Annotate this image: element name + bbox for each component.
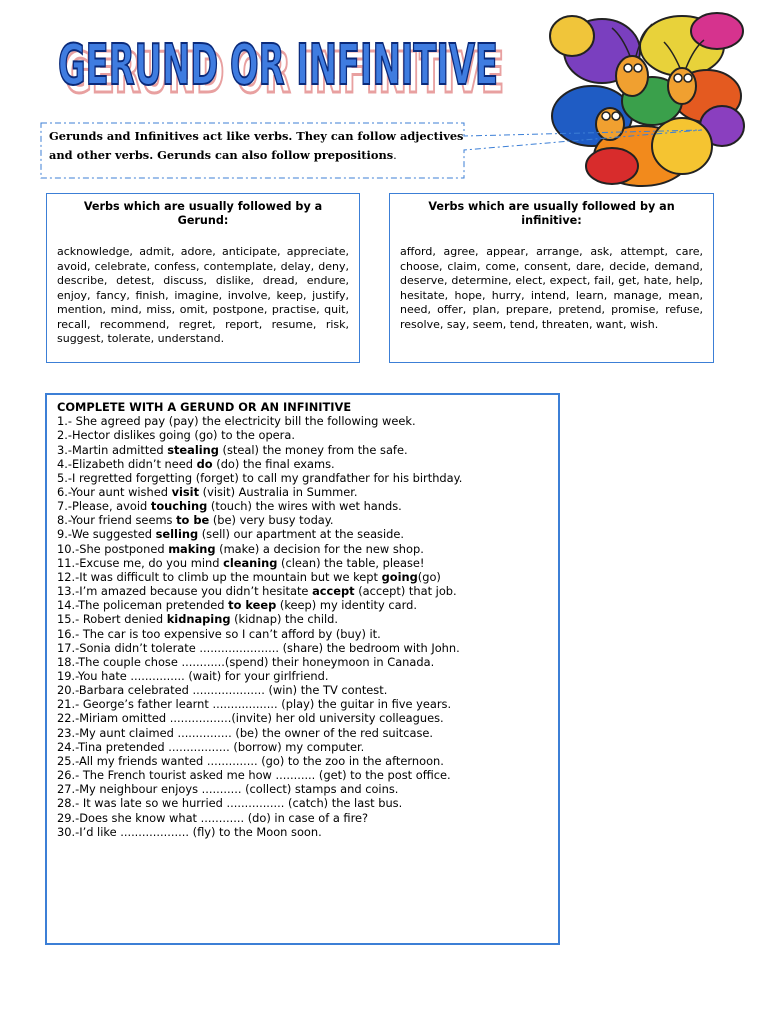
exercise-item-text-end: (be) very busy today.: [209, 513, 334, 528]
exercise-item-text: 6.-Your aunt wished: [57, 484, 172, 499]
exercise-item-answer: to be: [176, 513, 210, 528]
intro-text: [49, 127, 467, 165]
exercise-item: [57, 499, 548, 513]
exercise-item: [57, 655, 548, 669]
exercise-item: [57, 471, 548, 485]
exercise-item: [57, 711, 548, 725]
exercise-item-text: 30.-I’d like ................... (fly) to the Moon soon.: [57, 824, 322, 839]
intro-text-main: Gerunds and Infinitives act like verbs. They can follow adjectives and other verbs. Gerunds can also follow prepositions: [49, 129, 464, 162]
exercise-item-answer: stealing: [167, 442, 219, 457]
exercise-item-text: 9.-We suggested: [57, 527, 156, 542]
exercise-item: [57, 796, 548, 810]
intro-callout: [40, 122, 465, 176]
exercise-item-text: 12.-It was difficult to climb up the mountain but we kept: [57, 569, 382, 584]
exercise-item: [57, 683, 548, 697]
exercise-item-text-end: (do) the final exams.: [212, 456, 335, 471]
exercise-item: [57, 825, 548, 839]
exercise-item: [57, 556, 548, 570]
exercise-item-answer: selling: [155, 527, 199, 542]
exercise-box: [45, 393, 560, 945]
exercise-item-text: 3.-Martin admitted: [57, 442, 168, 457]
intro-text-end: .: [393, 148, 397, 162]
exercise-lines: [57, 414, 548, 839]
exercise-item-text: 7.-Please, avoid: [57, 499, 151, 514]
exercise-item-answer: going: [381, 569, 418, 584]
exercise-item-answer: visit: [171, 484, 200, 499]
exercise-item-text: 16.- The car is too expensive so I can’t afford by (buy) it.: [57, 626, 381, 641]
exercise-item-text: 17.-Sonia didn’t tolerate ...................... (share) the bedroom with John.: [57, 640, 460, 655]
exercise-item-answer: making: [168, 541, 216, 556]
exercise-item: [57, 811, 548, 825]
exercise-item-text: 8.-Your friend seems: [57, 513, 177, 528]
exercise-item-text-end: (visit) Australia in Summer.: [199, 484, 358, 499]
exercise-item-text: 20.-Barbara celebrated .................... (win) the TV contest.: [57, 683, 388, 698]
exercise-item-text-end: (touch) the wires with wet hands.: [207, 499, 402, 514]
exercise-item-text-end: (keep) my identity card.: [276, 598, 417, 613]
exercise-item: [57, 641, 548, 655]
infinitive-box-heading: Verbs which are usually followed by an infinitive:: [428, 200, 675, 227]
exercise-item: [57, 754, 548, 768]
exercise-item-text: 24.-Tina pretended ................. (borrow) my computer.: [57, 739, 365, 754]
exercise-item-text: 23.-My aunt claimed ............... (be) the owner of the red suitcase.: [57, 725, 434, 740]
exercise-item: [57, 627, 548, 641]
exercise-item: [57, 457, 548, 471]
title-art: [52, 22, 512, 102]
exercise-item-answer: touching: [150, 499, 208, 514]
exercise-item: [57, 768, 548, 782]
exercise-item: [57, 485, 548, 499]
exercise-item: [57, 697, 548, 711]
exercise-item: [57, 669, 548, 683]
exercise-item: [57, 443, 548, 457]
exercise-item-text-end: (accept) that job.: [354, 584, 457, 599]
exercise-item: [57, 570, 548, 584]
exercise-item: [57, 726, 548, 740]
exercise-item-text: 2.-Hector dislikes going (go) to the opera.: [57, 428, 295, 443]
exercise-item: [57, 612, 548, 626]
infinitive-verbs-box: [389, 193, 714, 363]
exercise-item: [57, 740, 548, 754]
exercise-item: [57, 584, 548, 598]
exercise-item-text: 26.- The French tourist asked me how ........... (get) to the post office.: [57, 768, 451, 783]
exercise-item: [57, 414, 548, 428]
title-shadow: GERUND OR INFINITIVE: [64, 41, 504, 102]
exercise-item-text: 18.-The couple chose ............(spend) their honeymoon in Canada.: [57, 654, 435, 669]
exercise-item-text: 21.- George’s father learnt .................. (play) the guitar in five years.: [57, 697, 452, 712]
exercise-title: COMPLETE WITH A GERUND OR AN INFINITIVE: [57, 400, 352, 414]
exercise-item: [57, 598, 548, 612]
infinitive-verb-list: afford, agree, appear, arrange, ask, attempt, care, choose, claim, come, consent, dare, decide, demand, deserve, determine, elect, expect, fail, get, hate, help, hesitate, hope, hurry, intend, learn, manage, mean, need, offer, plan, prepare, pretend, promise, refuse, resolve, say, seem, tend, threaten, want, wish.: [400, 245, 703, 331]
exercise-item-text: 19.-You hate ............... (wait) for your girlfriend.: [57, 669, 329, 684]
exercise-item-text: 4.-Elizabeth didn’t need: [57, 456, 197, 471]
exercise-item-text: 5.-I regretted forgetting (forget) to call my grandfather for his birthday.: [57, 470, 463, 485]
gerund-verb-list: acknowledge, admit, adore, anticipate, appreciate, avoid, celebrate, confess, contemplate, delay, deny, describe, detest, discuss, dislike, dread, endure, enjoy, fancy, finish, imagine, involve, keep, justify, mention, mind, miss, omit, postpone, practise, quit, recall, recommend, regret, report, resume, risk, suggest, tolerate, understand.: [57, 245, 349, 345]
exercise-item-answer: accept: [312, 584, 355, 599]
exercise-item-text: 1.- She agreed pay (pay) the electricity bill the following week.: [57, 414, 416, 429]
exercise-item-text: 14.-The policeman pretended: [57, 598, 229, 613]
exercise-item-answer: cleaning: [223, 555, 278, 570]
exercise-item: [57, 513, 548, 527]
exercise-item-text-end: (go): [417, 569, 441, 584]
exercise-item-answer: do: [196, 456, 213, 471]
exercise-item-text: 22.-Miriam omitted .................(invite) her old university colleagues.: [57, 711, 444, 726]
exercise-item-text-end: (make) a decision for the new shop.: [215, 541, 424, 556]
exercise-item-text: 28.- It was late so we hurried ................ (catch) the last bus.: [57, 796, 403, 811]
exercise-item-text: 10.-She postponed: [57, 541, 169, 556]
exercise-item-text-end: (clean) the table, please!: [277, 555, 425, 570]
exercise-item-text: 25.-All my friends wanted .............. (go) to the zoo in the afternoon.: [57, 753, 444, 768]
exercise-item: [57, 428, 548, 442]
title-text: GERUND OR INFINITIVE: [58, 33, 498, 98]
exercise-item-text-end: (steal) the money from the safe.: [218, 442, 408, 457]
exercise-item: [57, 527, 548, 541]
exercise-item-text-end: (kidnap) the child.: [230, 612, 338, 627]
exercise-item-text: 15.- Robert denied: [57, 612, 167, 627]
exercise-item-text: 13.-I’m amazed because you didn’t hesitate: [57, 584, 313, 599]
exercise-item-answer: kidnaping: [166, 612, 231, 627]
worksheet-title: [52, 22, 512, 102]
gerund-verbs-box: [46, 193, 360, 363]
exercise-item: [57, 542, 548, 556]
exercise-item-text: 27.-My neighbour enjoys ........... (collect) stamps and coins.: [57, 782, 399, 797]
exercise-item-answer: to keep: [228, 598, 277, 613]
gerund-box-heading: Verbs which are usually followed by a Gerund:: [83, 200, 323, 227]
exercise-item-text: 29.-Does she know what ............ (do) in case of a fire?: [57, 810, 369, 825]
exercise-item: [57, 782, 548, 796]
exercise-item-text-end: (sell) our apartment at the seaside.: [198, 527, 405, 542]
exercise-item-text: 11.-Excuse me, do you mind: [57, 555, 224, 570]
